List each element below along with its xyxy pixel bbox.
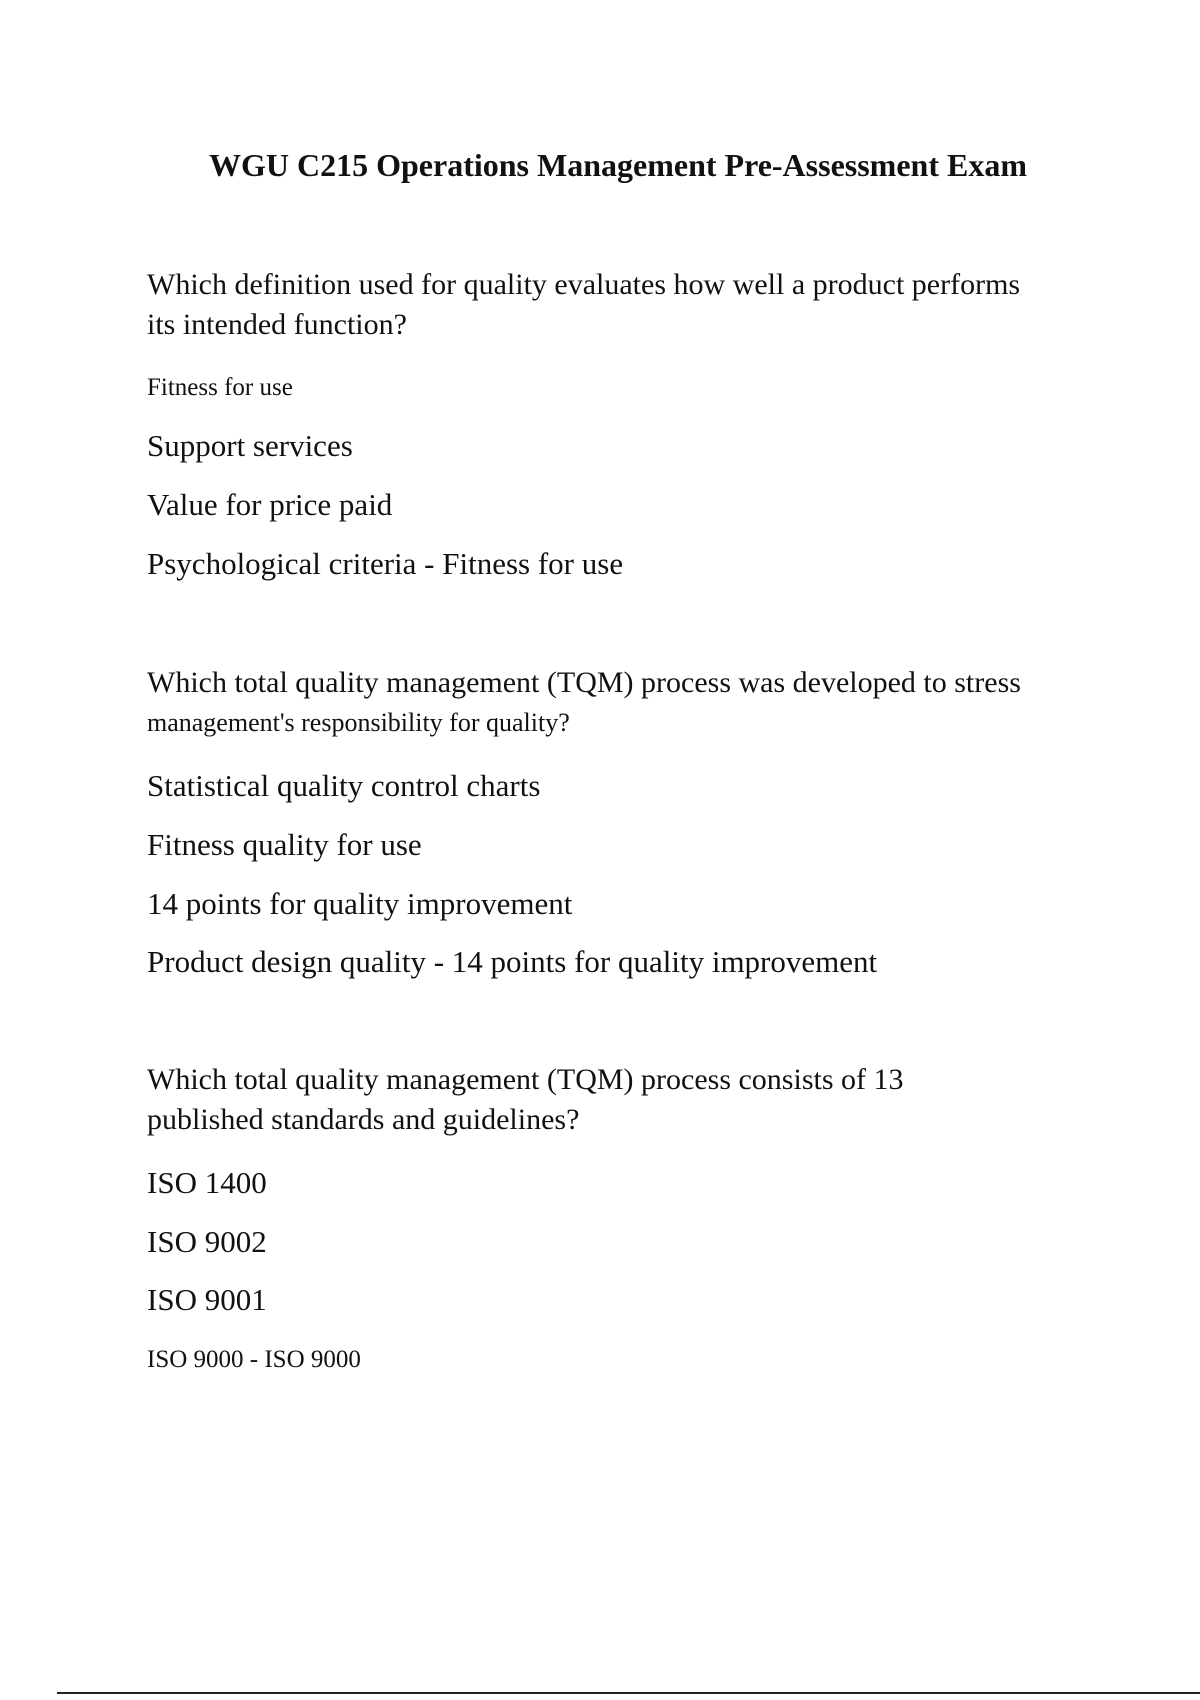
footer-divider xyxy=(57,1692,1200,1694)
question-1-option-1: Fitness for use xyxy=(147,374,293,401)
question-3-option-1: ISO 1400 xyxy=(147,1165,267,1200)
question-2-option-1: Statistical quality control charts xyxy=(147,768,541,803)
question-1-prompt xyxy=(147,265,1097,345)
question-1-option-2: Support services xyxy=(147,428,353,463)
page-title: WGU C215 Operations Management Pre-Assessment Exam xyxy=(209,147,1027,183)
question-2-prompt xyxy=(147,663,1097,743)
question-2-line-1: Which total quality management (TQM) process was developed to stress xyxy=(147,666,1021,699)
question-2-line-2: management's responsibility for quality? xyxy=(147,708,570,737)
question-3-option-2: ISO 9002 xyxy=(147,1224,267,1259)
question-1-option-4: Psychological criteria - Fitness for use xyxy=(147,546,624,581)
question-2-option-2: Fitness quality for use xyxy=(147,827,422,862)
question-2-option-4: Product design quality - 14 points for quality improvement xyxy=(147,944,878,979)
question-3-line-1: Which total quality management (TQM) process consists of 13 xyxy=(147,1063,904,1096)
question-3-option-4: ISO 9000 - ISO 9000 xyxy=(147,1346,361,1373)
question-3-line-2: published standards and guidelines? xyxy=(147,1103,580,1136)
question-1-line-2: its intended function? xyxy=(147,308,407,341)
question-1-option-3: Value for price paid xyxy=(147,487,393,522)
question-1-line-1: Which definition used for quality evaluates how well a product performs xyxy=(147,268,1021,301)
question-3-prompt xyxy=(147,1060,1097,1140)
question-3-option-3: ISO 9001 xyxy=(147,1282,267,1317)
question-2-option-3: 14 points for quality improvement xyxy=(147,886,573,921)
